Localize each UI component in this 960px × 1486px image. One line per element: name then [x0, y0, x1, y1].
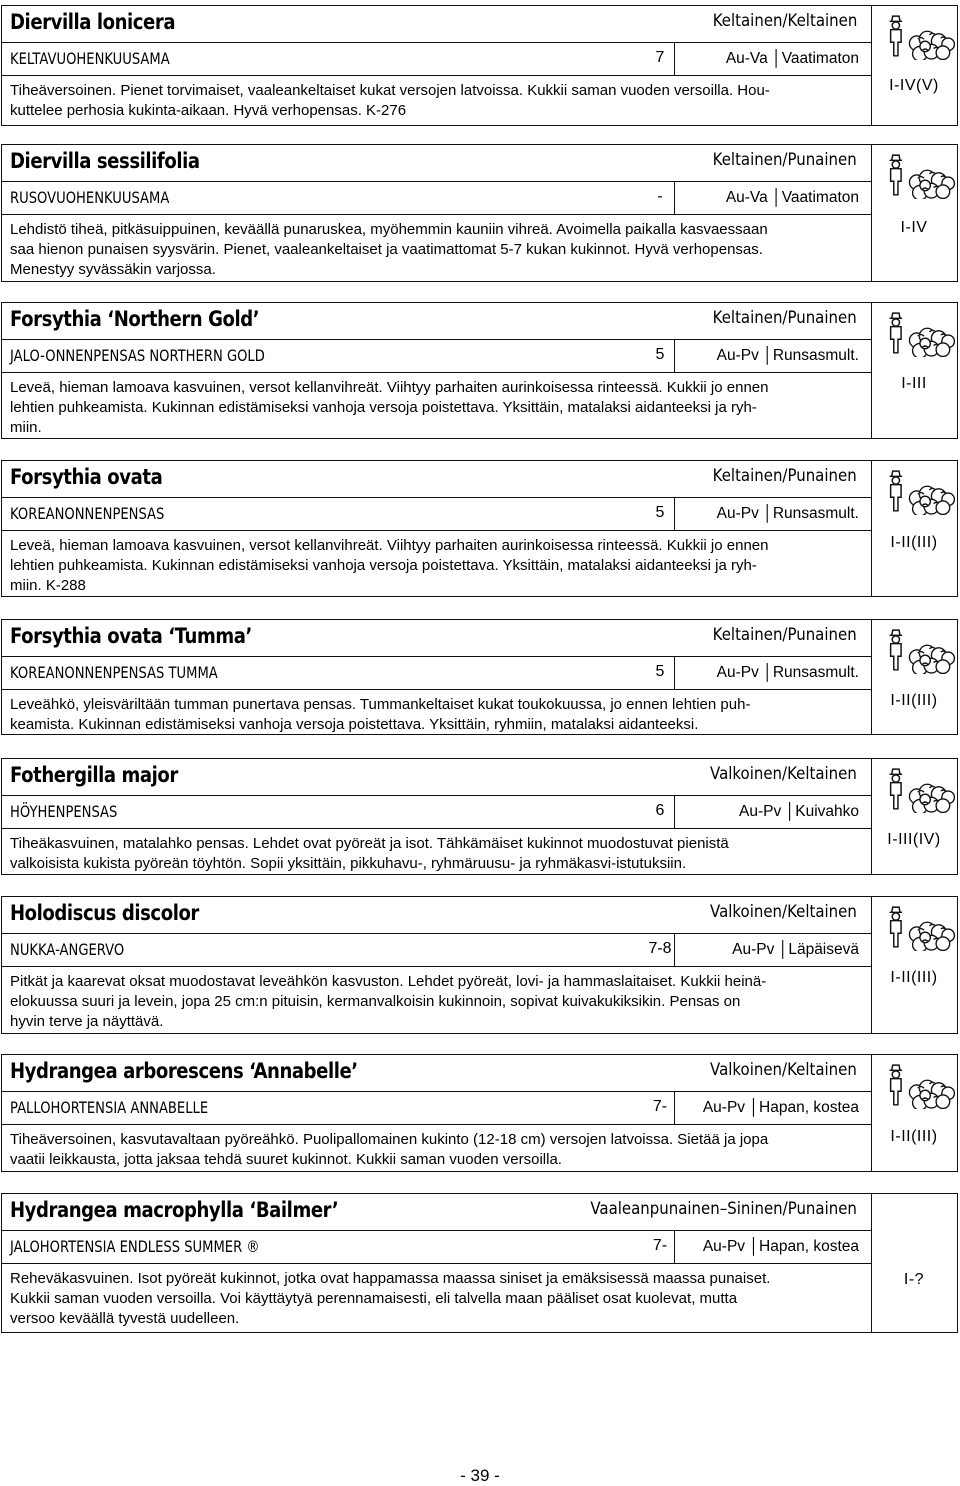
plant-size-icons	[883, 14, 960, 60]
growing-conditions: Au-Pv │Hapan, kostea	[702, 1238, 859, 1255]
divider	[674, 182, 675, 214]
person-icon	[890, 313, 903, 353]
description	[10, 378, 857, 438]
divider	[674, 1092, 675, 1124]
entry-main	[2, 620, 872, 734]
description-line: Tiheäkasvuinen, matalahko pensas. Lehdet ovat pyöreät ja isot. Tähkämäiset kukinnot muodostuvat pienistä	[10, 835, 729, 852]
person-icon	[890, 907, 903, 947]
divider	[674, 934, 675, 966]
entry-main	[2, 759, 872, 874]
hardiness-zone: I-IV	[900, 219, 928, 236]
person-icon	[890, 769, 903, 809]
description-line: Leveä, hieman lamoava kasvuinen, versot kellanvihreät. Viihtyy parhaiten aurinkoisessa rinteessä. Kukkii jo ennen	[10, 379, 769, 396]
plant-size-icons	[883, 311, 960, 357]
info-row	[2, 181, 871, 215]
latin-name: Hydrangea arborescens ‘Annabelle’	[10, 1059, 358, 1083]
description-line: miin. K-288	[10, 577, 86, 594]
plant-entry	[1, 896, 958, 1034]
description	[10, 220, 857, 280]
flower-color: Vaaleanpunainen–Sininen/Punainen	[590, 1199, 857, 1219]
shrub-icon	[909, 486, 954, 515]
growing-conditions: Au-Pv │Runsasmult.	[716, 664, 859, 681]
height-value: 7-	[652, 1098, 668, 1115]
description-line: Reheväkasvuinen. Isot pyöreät kukinnot, jotka ovat happamassa maassa siniset ja emäksisessä maassa punaiset.	[10, 1270, 771, 1287]
latin-name: Forsythia ‘Northern Gold’	[10, 307, 260, 331]
flower-color: Keltainen/Punainen	[712, 625, 857, 645]
hardiness-zone: I-II(III)	[890, 692, 938, 709]
common-name: RUSOVUOHENKUUSAMA	[10, 188, 170, 207]
info-row	[2, 933, 871, 967]
plant-entry	[1, 144, 958, 282]
shrub-icon	[909, 1080, 954, 1109]
description-line: vaatii leikkausta, jotta jaksaa tehdä suuret kukinnot. Kukkii saman vuoden versoilla.	[10, 1151, 562, 1168]
person-icon	[890, 1065, 903, 1105]
description-line: Leveä, hieman lamoava kasvuinen, versot kellanvihreät. Viihtyy parhaiten aurinkoisessa rinteessä. Kukkii jo ennen	[10, 537, 769, 554]
info-row	[2, 795, 871, 829]
entry-side	[871, 1194, 957, 1332]
hardiness-zone: I-III(IV)	[887, 831, 941, 848]
description-line: miin.	[10, 419, 42, 436]
hardiness-zone: I-?	[903, 1271, 925, 1288]
plant-entry	[1, 1054, 958, 1172]
shrub-icon	[909, 922, 954, 951]
description-line: keamista. Kukinnan edistämiseksi vanhoja versoja poistettava. Yksittäin, ryhmiin, matalaksi aidanteeksi.	[10, 716, 699, 733]
entry-side	[871, 303, 957, 438]
shrub-icon	[909, 328, 954, 357]
description	[10, 972, 857, 1032]
plant-size-icons	[883, 1063, 960, 1109]
description-line: Pitkät ja kaarevat oksat muodostavat leveähkön kasvuston. Lehdet pyöreät, lovi- ja hammaslaitaiset. Kukkii heinä-	[10, 973, 767, 990]
plant-entry	[1, 619, 958, 735]
shrub-icon	[909, 645, 954, 674]
flower-color: Keltainen/Punainen	[712, 466, 857, 486]
growing-conditions: Au-Va │Vaatimaton	[725, 50, 859, 67]
entry-side	[871, 759, 957, 874]
description-line: Menestyy syvässäkin varjossa.	[10, 261, 216, 278]
entry-main	[2, 1055, 872, 1171]
height-value: 5	[655, 504, 665, 521]
info-row	[2, 339, 871, 373]
description	[10, 834, 857, 874]
description-line: versoo keväällä tyvestä uudelleen.	[10, 1310, 240, 1327]
common-name: JALO-ONNENPENSAS NORTHERN GOLD	[10, 346, 265, 365]
common-name: KELTAVUOHENKUUSAMA	[10, 49, 170, 68]
description-line: Lehdistö tiheä, pitkäsuippuinen, keväällä punaruskea, myöhemmin kauniin vihreä. Avoimella paikalla kasvaessaan	[10, 221, 768, 238]
entry-side	[871, 897, 957, 1033]
entry-main	[2, 897, 872, 1033]
plant-entry	[1, 460, 958, 597]
latin-name: Diervilla lonicera	[10, 10, 176, 34]
description-line: valkoisista kukista pyöreän töyhtön. Sopii yksittäin, pikkuhavu-, ryhmäruusu- ja ryhmäkasvi-istutuksiin.	[10, 855, 687, 872]
divider	[674, 43, 675, 75]
flower-color: Keltainen/Punainen	[712, 308, 857, 328]
height-value: 6	[655, 802, 665, 819]
description-line: lehtien puhkeamista. Kukinnan edistämiseksi vanhoja versoja poistettava. Yksittäin, matalaksi aidanteeksi ja ryh-	[10, 399, 757, 416]
entry-main	[2, 1194, 872, 1332]
hardiness-zone: I-II(III)	[890, 969, 938, 986]
description	[10, 695, 857, 735]
common-name: PALLOHORTENSIA ANNABELLE	[10, 1098, 209, 1117]
description-line: Tiheäversoinen, kasvutavaltaan pyöreähkö. Puolipallomainen kukinto (12-18 cm) versojen latvoissa. Sietää ja jopa	[10, 1131, 769, 1148]
flower-color: Keltainen/Keltainen	[712, 11, 857, 31]
description-line: Kukkii saman vuoden versoilla. Voi käyttäytyä perennamaisesti, eli talvella maan pääliset osat kuolevat, mutta	[10, 1290, 738, 1307]
latin-name: Hydrangea macrophylla ‘Bailmer’	[10, 1198, 339, 1222]
growing-conditions: Au-Pv │Runsasmult.	[716, 505, 859, 522]
latin-name: Diervilla sessilifolia	[10, 149, 200, 173]
description	[10, 1130, 857, 1170]
growing-conditions: Au-Va │Vaatimaton	[725, 189, 859, 206]
person-icon	[890, 471, 903, 511]
growing-conditions: Au-Pv │Runsasmult.	[716, 347, 859, 364]
description-line: lehtien puhkeamista. Kukinnan edistämiseksi vanhoja versoja poistettava. Yksittäin, matalaksi aidanteeksi ja ryh-	[10, 557, 757, 574]
common-name: NUKKA-ANGERVO	[10, 940, 125, 959]
divider	[674, 657, 675, 689]
latin-name: Forsythia ovata	[10, 465, 163, 489]
entry-main	[2, 303, 872, 438]
latin-name: Forsythia ovata ‘Tumma’	[10, 624, 252, 648]
entry-side	[871, 145, 957, 281]
plant-size-icons	[883, 153, 960, 199]
divider	[674, 796, 675, 828]
flower-color: Valkoinen/Keltainen	[710, 764, 857, 784]
plant-entry	[1, 5, 958, 126]
entry-side	[871, 6, 957, 125]
entry-side	[871, 461, 957, 596]
plant-size-icons	[883, 905, 960, 951]
info-row	[2, 42, 871, 76]
height-value: 7	[655, 49, 665, 66]
common-name: KOREANONNENPENSAS TUMMA	[10, 663, 218, 682]
common-name: JALOHORTENSIA ENDLESS SUMMER ®	[10, 1237, 260, 1256]
hardiness-zone: I-III	[901, 375, 927, 392]
info-row	[2, 497, 871, 531]
info-row	[2, 656, 871, 690]
description-line: Leveähkö, yleisväriltään tumman punertava pensas. Tummankeltaiset kukat toukokuussa, jo ennen lehtien puh-	[10, 696, 751, 713]
entry-main	[2, 145, 872, 281]
page-number: - 39 -	[460, 1466, 500, 1485]
flower-color: Valkoinen/Keltainen	[710, 902, 857, 922]
info-row	[2, 1230, 871, 1264]
hardiness-zone: I-IV(V)	[889, 77, 939, 94]
plant-size-icons	[883, 628, 960, 674]
description-line: Tiheäversoinen. Pienet torvimaiset, vaaleankeltaiset kukat versojen latvoissa. Kukkii saman vuoden versoilla. Hou-	[10, 82, 770, 99]
info-row	[2, 1091, 871, 1125]
common-name: HÖYHENPENSAS	[10, 802, 118, 821]
entry-main	[2, 6, 872, 125]
height-value: 5	[655, 346, 665, 363]
hardiness-zone: I-II(III)	[890, 1128, 938, 1145]
description	[10, 81, 857, 121]
growing-conditions: Au-Pv │Läpäisevä	[732, 941, 859, 958]
height-value: 7-8	[648, 940, 672, 957]
latin-name: Fothergilla major	[10, 763, 178, 787]
common-name: KOREANONNENPENSAS	[10, 504, 165, 523]
description-line: kuttelee perhosia kukinta-aikaan. Hyvä verhopensas. K-276	[10, 102, 407, 119]
shrub-icon	[909, 170, 954, 199]
height-value: 7-	[652, 1237, 668, 1254]
height-value: -	[657, 188, 663, 205]
description-line: saa hienon punaisen syysvärin. Pienet, vaaleankeltaiset ja vaatimattomat 5-7 kukan kukinnot. Hyvä verhopensas.	[10, 241, 763, 258]
flower-color: Valkoinen/Keltainen	[710, 1060, 857, 1080]
plant-size-icons	[883, 767, 960, 813]
flower-color: Keltainen/Punainen	[712, 150, 857, 170]
hardiness-zone: I-II(III)	[890, 534, 938, 551]
growing-conditions: Au-Pv │Hapan, kostea	[702, 1099, 859, 1116]
entry-side	[871, 620, 957, 734]
description-line: hyvin terve ja näyttävä.	[10, 1013, 164, 1030]
person-icon	[890, 155, 903, 195]
entry-side	[871, 1055, 957, 1171]
latin-name: Holodiscus discolor	[10, 901, 199, 925]
description	[10, 536, 857, 596]
person-icon	[890, 16, 903, 56]
shrub-icon	[909, 31, 954, 60]
divider	[674, 340, 675, 372]
plant-size-icons	[883, 469, 960, 515]
growing-conditions: Au-Pv │Kuivahko	[739, 803, 859, 820]
entry-main	[2, 461, 872, 596]
person-icon	[890, 630, 903, 670]
plant-entry	[1, 758, 958, 875]
divider	[674, 498, 675, 530]
divider	[674, 1231, 675, 1263]
plant-entry	[1, 302, 958, 439]
plant-entry	[1, 1193, 958, 1333]
description	[10, 1269, 857, 1329]
shrub-icon	[909, 784, 954, 813]
description-line: elokuussa suuri ja levein, jopa 25 cm:n pituisin, kermanvalkoisin kukinnoin, sopivat kuivakukiksikin. Pensas on	[10, 993, 741, 1010]
height-value: 5	[655, 663, 665, 680]
